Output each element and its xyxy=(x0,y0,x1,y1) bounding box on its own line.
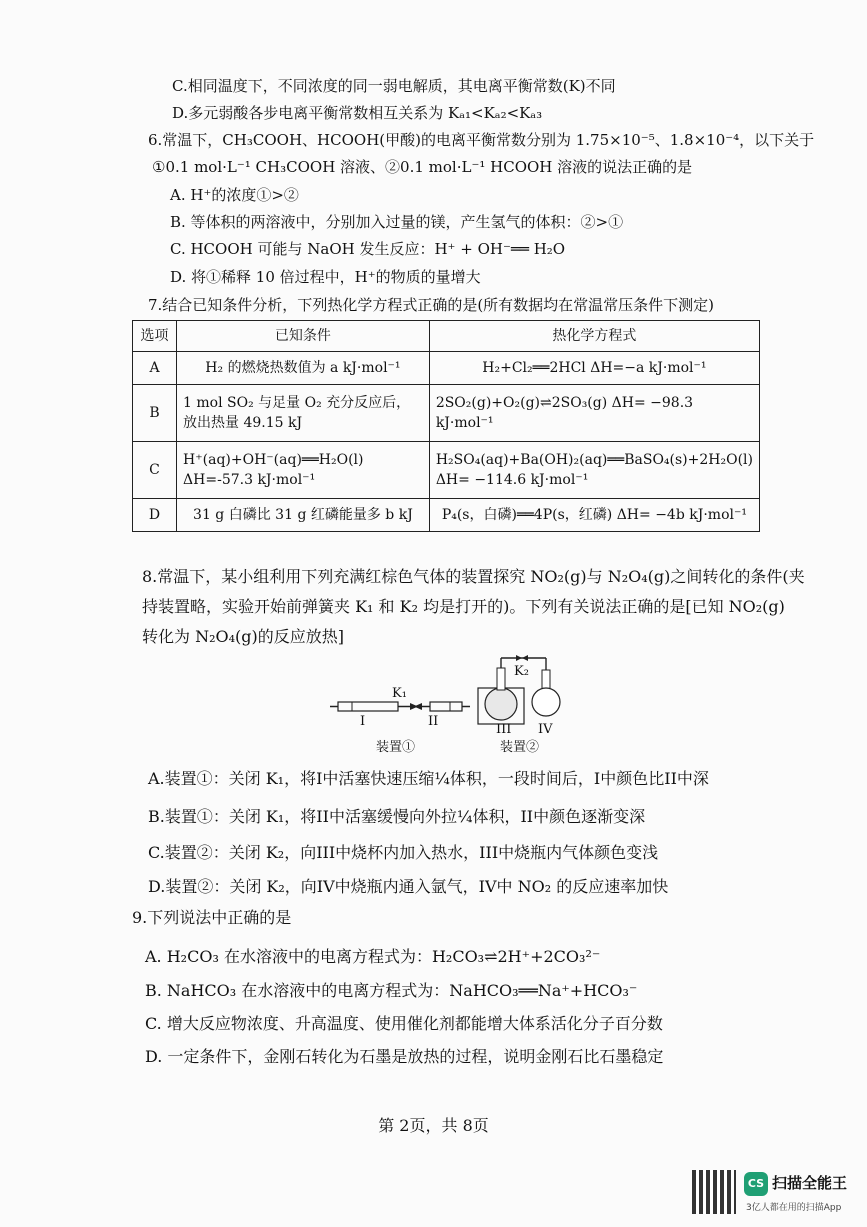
q5-option-d: D.多元弱酸各步电离平衡常数相互关系为 Kₐ₁<Kₐ₂<Kₐ₃ xyxy=(172,104,543,122)
row-equation: 2SO₂(g)+O₂(g)⇌2SO₃(g) ΔH= −98.3 kJ·mol⁻¹ xyxy=(429,385,759,442)
label-device-1: 装置① xyxy=(376,740,416,755)
q6-stem-line1: 6.常温下，CH₃COOH、HCOOH(甲酸)的电离平衡常数分别为 1.75×10⁻⁵、1.8×10⁻⁴，以下关于 xyxy=(148,131,815,149)
q8-option-b: B.装置①：关闭 K₁，将II中活塞缓慢向外拉¼体积，II中颜色逐渐变深 xyxy=(148,807,646,826)
q8-stem-line2: 持装置略，实验开始前弹簧夹 K₁ 和 K₂ 均是打开的)。下列有关说法正确的是[已知 NO₂(g) xyxy=(142,597,785,616)
label-k2: K₂ xyxy=(514,664,529,679)
q6-option-a: A. H⁺的浓度①>② xyxy=(170,186,299,204)
q7-table xyxy=(132,320,760,532)
table-row xyxy=(133,442,760,499)
q6-option-c: C. HCOOH 可能与 NaOH 发生反应：H⁺ + OH⁻══ H₂O xyxy=(170,240,566,258)
row-equation: P₄(s，白磷)══4P(s，红磷) ΔH= −4b kJ·mol⁻¹ xyxy=(429,499,759,532)
label-ii: II xyxy=(428,714,439,729)
q8-option-d: D.装置②：关闭 K₂，向IV中烧瓶内通入氩气，IV中 NO₂ 的反应速率加快 xyxy=(148,877,669,896)
q9-stem: 9.下列说法中正确的是 xyxy=(132,908,292,927)
q7-stem: 7.结合已知条件分析，下列热化学方程式正确的是(所有数据均在常温常压条件下测定) xyxy=(148,296,715,314)
header-condition: 已知条件 xyxy=(177,321,430,352)
q8-stem-line3: 转化为 N₂O₄(g)的反应放热] xyxy=(142,627,345,646)
cs-logo-icon: CS xyxy=(744,1172,768,1196)
q6-option-d: D. 将①稀释 10 倍过程中，H⁺的物质的量增大 xyxy=(170,268,481,286)
table-header-row xyxy=(133,321,760,352)
table-row xyxy=(133,499,760,532)
q9-option-a: A. H₂CO₃ 在水溶液中的电离方程式为：H₂CO₃⇌2H⁺+2CO₃²⁻ xyxy=(145,947,601,966)
q8-stem-line1: 8.常温下，某小组利用下列充满红棕色气体的装置探究 NO₂(g)与 N₂O₄(g)之间转化的条件(夹 xyxy=(142,567,805,586)
apparatus-figure xyxy=(330,650,590,754)
page-footer: 第 2页，共 8页 xyxy=(378,1116,489,1135)
scanner-tagline: 3亿人都在用的扫描App xyxy=(746,1203,842,1213)
q5-option-c: C.相同温度下，不同浓度的同一弱电解质，其电离平衡常数(K)不同 xyxy=(172,77,616,95)
label-k1: K₁ xyxy=(392,686,407,701)
q8-option-a: A.装置①：关闭 K₁，将I中活塞快速压缩¼体积，一段时间后，I中颜色比II中深 xyxy=(148,769,709,788)
q8-option-c: C.装置②：关闭 K₂，向III中烧杯内加入热水，III中烧瓶内气体颜色变浅 xyxy=(148,843,659,862)
row-option: B xyxy=(133,385,177,442)
row-condition: 31 g 白磷比 31 g 红磷能量多 b kJ xyxy=(177,499,430,532)
row-equation: H₂+Cl₂══2HCl ΔH=−a kJ·mol⁻¹ xyxy=(429,352,759,385)
row-condition: H₂ 的燃烧热数值为 a kJ·mol⁻¹ xyxy=(177,352,430,385)
q9-option-c: C. 增大反应物浓度、升高温度、使用催化剂都能增大体系活化分子百分数 xyxy=(145,1014,663,1033)
label-iii: III xyxy=(496,722,512,737)
q6-option-b: B. 等体积的两溶液中，分别加入过量的镁，产生氢气的体积：②>① xyxy=(170,213,624,231)
header-option: 选项 xyxy=(133,321,177,352)
header-equation: 热化学方程式 xyxy=(429,321,759,352)
apparatus-drawing xyxy=(330,650,590,754)
row-equation: H₂SO₄(aq)+Ba(OH)₂(aq)══BaSO₄(s)+2H₂O(l) ΔH= −114.6 kJ·mol⁻¹ xyxy=(429,442,759,499)
row-condition: 1 mol SO₂ 与足量 O₂ 充分反应后，放出热量 49.15 kJ xyxy=(177,385,430,442)
row-option: D xyxy=(133,499,177,532)
row-option: A xyxy=(133,352,177,385)
table-row xyxy=(133,352,760,385)
table-row xyxy=(133,385,760,442)
qr-code-icon xyxy=(692,1170,736,1214)
label-iv: IV xyxy=(538,722,553,737)
q6-stem-line2: ①0.1 mol·L⁻¹ CH₃COOH 溶液、②0.1 mol·L⁻¹ HCOOH 溶液的说法正确的是 xyxy=(152,158,693,176)
q9-option-b: B. NaHCO₃ 在水溶液中的电离方程式为：NaHCO₃══Na⁺+HCO₃⁻ xyxy=(145,981,638,1000)
scanner-brand-name: 扫描全能王 xyxy=(772,1174,848,1192)
q9-option-d: D. 一定条件下，金刚石转化为石墨是放热的过程，说明金刚石比石墨稳定 xyxy=(145,1047,664,1066)
label-device-2: 装置② xyxy=(500,740,540,755)
scanner-watermark xyxy=(692,1170,862,1222)
row-option: C xyxy=(133,442,177,499)
row-condition: H⁺(aq)+OH⁻(aq)══H₂O(l) ΔH=-57.3 kJ·mol⁻¹ xyxy=(177,442,430,499)
label-i: I xyxy=(360,714,366,729)
